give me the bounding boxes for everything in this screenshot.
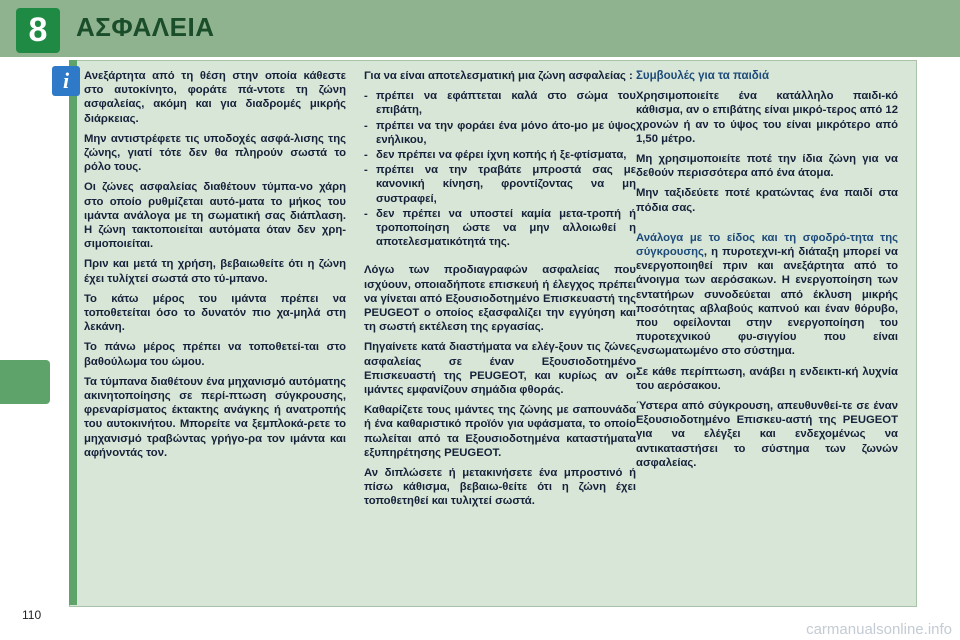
list-item-text: πρέπει να την φοράει ένα μόνο άτο-μο με ύψος ενήλικου, [376, 119, 636, 146]
paragraph: Ύστερα από σύγκρουση, απευθυνθεί-τε σε έναν Εξουσιοδοτημένο Επισκευ-αστή της PEUGEOT για να ελέγξει και ενδεχομένως να αντικαταστήσει το σύστημα των ζωνών ασφαλείας. [636, 400, 898, 469]
left-rail [0, 57, 50, 640]
bullet-dash: - [364, 149, 368, 162]
info-panel [69, 60, 917, 607]
paragraph: Ανεξάρτητα από τη θέση στην οποία κάθεστε στο αυτοκίνητο, φοράτε πά-ντοτε τη ζώνη ασφαλείας, ακόμη και για διαδρομές μικρής διάρκειας. [84, 70, 346, 125]
list-item-text: δεν πρέπει να φέρει ίχνη κοπής ή ξε-φτίσματα, [376, 149, 627, 162]
panel-stripe [69, 60, 77, 605]
list-intro: Για να είναι αποτελεσματική μια ζώνη ασφαλείας : [364, 70, 633, 82]
paragraph: Λόγω των προδιαγραφών ασφαλείας που ισχύουν, οποιαδήποτε επισκευή ή έλεγχος πρέπει να γίνεται από Εξουσιοδοτημένο Επισκευαστή της PEUGEOT ο οποίος εξασφαλίζει την εγγύηση και τη σωστή εκτέλεση της εργασίας. [364, 264, 636, 334]
page-title: ΑΣΦΑΛΕΙΑ [76, 12, 215, 42]
list-item-text: πρέπει να εφάπτεται καλά στο σώμα του επιβάτη, [376, 90, 636, 117]
chapter-number-badge: 8 [16, 8, 60, 53]
watermark: carmanualsonline.info [806, 621, 952, 638]
column-2 [364, 69, 636, 515]
list-item [364, 89, 636, 117]
bullet-dash: - [364, 207, 368, 220]
bullet-dash: - [364, 164, 368, 177]
list-item [364, 163, 636, 206]
paragraph: Πριν και μετά τη χρήση, βεβαιωθείτε ότι η ζώνη έχει τυλίχτεί σωστά στο τύ-μπανο. [84, 258, 346, 285]
paragraph: Μην αντιστρέφετε τις υποδοχές ασφά-λισης της ζώνης, γιατί τότε δεν θα πληρούν σωστά το ρόλο τους. [84, 132, 346, 174]
requirements-list [364, 89, 636, 249]
column-1 [84, 69, 346, 466]
list-item [364, 148, 636, 162]
paragraph-pretensioner [636, 231, 898, 359]
paragraph: Οι ζώνες ασφαλείας διαθέτουν τύμπα-νο χάρη στο οποίο ρυθμίζεται αυτό-ματα το μήκος του ιμάντα ανάλογα με τη σωματική σας διάπλαση. Η ζώνη τακτοποιείται αυτόματα όταν δεν χρη-σιμοποιείται. [84, 181, 346, 251]
paragraph: Μη χρησιμοποιείτε ποτέ την ίδια ζώνη για να δεθούν περισσότερα από ένα άτομα. [636, 153, 898, 180]
info-icon: i [52, 66, 80, 96]
section-heading-children: Συμβουλές για τα παιδιά [636, 70, 770, 82]
list-item-text: πρέπει να την τραβάτε μπροστά σας με κανονική κίνηση, φροντίζοντας να μη συστραφεί, [376, 164, 636, 205]
list-item-text: δεν πρέπει να υποστεί καμία μετα-τροπή ή τροποποίηση ώστε να μην αλλοιωθεί η αποτελεσματικότητά της. [376, 207, 636, 249]
paragraph: Το πάνω μέρος πρέπει να τοποθετεί-ται στο βαθούλωμα του ώμου. [84, 341, 346, 368]
page-number: 110 [22, 608, 42, 622]
chapter-side-tab [0, 360, 50, 404]
paragraph: Καθαρίζετε τους ιμάντες της ζώνης με σαπουνάδα ή ένα καθαριστικό προϊόν για υφάσματα, το οποίο πωλείται από τα Εξουσιοδοτημένα καταστήματα εξυπηρέτησης PEUGEOT. [364, 404, 636, 459]
list-item [364, 207, 636, 250]
list-item [364, 119, 636, 147]
paragraph: Το κάτω μέρος του ιμάντα πρέπει να τοποθετείται όσο το δυνατόν πιο χα-μηλά στη λεκάνη. [84, 292, 346, 334]
bullet-dash: - [364, 90, 368, 103]
paragraph: Μην ταξιδεύετε ποτέ κρατώντας ένα παιδί στα πόδια σας. [636, 187, 898, 214]
paragraph: Αν διπλώσετε ή μετακινήσετε ένα μπροστινό ή πίσω κάθισμα, βεβαιω-θείτε ότι η ζώνη έχει τοποθετηθεί και τυλιχτεί σωστά. [364, 467, 636, 508]
paragraph: Πηγαίνετε κατά διαστήματα να ελέγ-ξουν τις ζώνες ασφαλείας σε έναν Εξουσιοδοτημένο Επισκευαστή της PEUGEOT, και κυρίως αν οι ιμάντες εμφανίζουν σημάδια φθοράς. [364, 341, 636, 397]
paragraph: Σε κάθε περίπτωση, ανάβει η ενδεικτι-κή λυχνία του αερόσακου. [636, 365, 898, 392]
paragraph: Τα τύμπανα διαθέτουν ένα μηχανισμό αυτόματης ακινητοποίησης σε περί-πτωση σύγκρουσης, φρεναρίσματος έκτακτης ανάγκης ή ανατροπής του αυτοκινήτου. Μπορείτε να ξεμπλοκά-ρετε το μηχανισμό τραβώντας γρήγο-ρα τον ιμάντα και αφήνοντάς τον. [84, 375, 346, 459]
paragraph: Χρησιμοποιείτε ένα κατάλληλο παιδι-κό κάθισμα, αν ο επιβάτης είναι μικρό-τερος από 12 χρονών ή αν το ύψος του είναι μικρότερο από 1,50 μέτρο. [636, 90, 898, 145]
column-3 [636, 69, 898, 476]
bullet-dash: - [364, 119, 368, 132]
section-heading-impact: Ανάλογα με το είδος και τη σφοδρό-τητα της σύγκρουσης [636, 231, 898, 259]
paragraph-text: , η πυροτεχνι-κή διάταξη μπορεί να ενεργοποιηθεί πριν και ανεξάρτητα από το άνοιγμα των αερόσακων. Η ενεργοποίηση των εντατήρων συνοδεύεται από έκλυση μικρής ποσότητας αβλαβούς καπνού και έναν θόρυβο, που οφείλονται στην ενεργοποίηση του πυροτεχνικού φυ-σιγγίου που είναι ενσωματωμένο στο σύστημα. [636, 246, 898, 358]
